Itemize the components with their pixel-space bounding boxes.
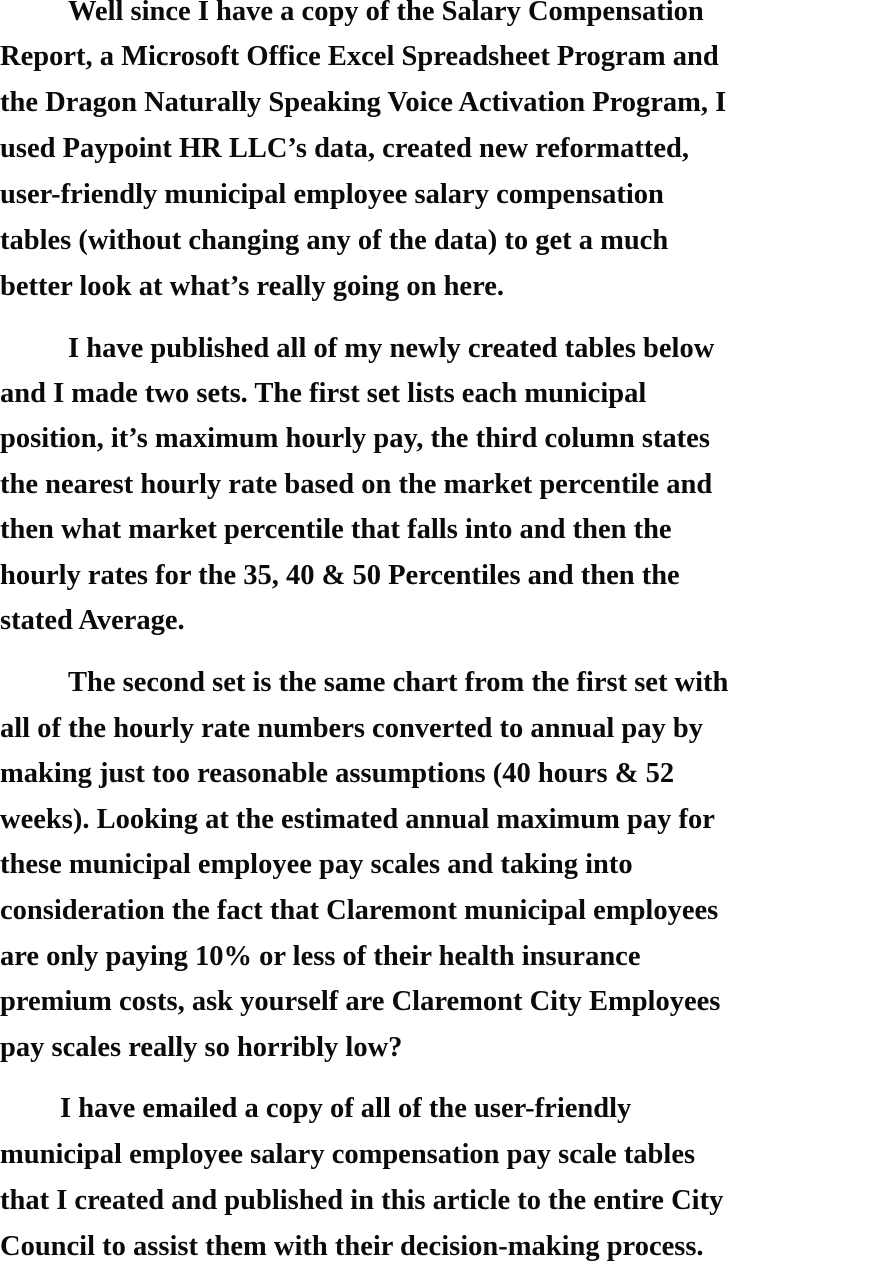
paragraph-4-line-4: Council to assist them with their decision-making process.	[0, 1231, 704, 1262]
paragraph-2-line-4: the nearest hourly rate based on the market percentile and	[0, 469, 713, 500]
paragraph-3-line-5: these municipal employee pay scales and taking into	[0, 849, 633, 880]
paragraph-2-line-1: I have published all of my newly created tables below	[68, 333, 715, 364]
paragraph-2-line-6: hourly rates for the 35, 40 & 50 Percentiles and then the	[0, 560, 680, 591]
paragraph-1-line-4: used Paypoint HR LLC’s data, created new reformatted,	[0, 133, 689, 164]
paragraph-3-line-4: weeks). Looking at the estimated annual maximum pay for	[0, 804, 715, 835]
paragraph-1-line-1: Well since I have a copy of the Salary Compensation	[68, 0, 704, 27]
paragraph-4-line-2: municipal employee salary compensation pay scale tables	[0, 1139, 696, 1170]
paragraph-2-line-5: then what market percentile that falls into and then the	[0, 514, 672, 545]
paragraph-1-line-2: Report, a Microsoft Office Excel Spreadsheet Program and	[0, 41, 719, 72]
paragraph-3-line-2: all of the hourly rate numbers converted to annual pay by	[0, 713, 704, 744]
paragraph-1-line-5: user-friendly municipal employee salary compensation	[0, 179, 664, 210]
paragraph-3-line-1: The second set is the same chart from the first set with	[68, 667, 729, 698]
paragraph-3-line-7: are only paying 10% or less of their health insurance	[0, 941, 641, 972]
paragraph-2-line-3: position, it’s maximum hourly pay, the third column states	[0, 423, 710, 454]
paragraph-1-line-7: better look at what’s really going on here.	[0, 271, 504, 302]
paragraph-2-line-7: stated Average.	[0, 605, 185, 636]
paragraph-3-line-3: making just too reasonable assumptions (40 hours & 52	[0, 758, 675, 789]
paragraph-3-line-8: premium costs, ask yourself are Claremont City Employees	[0, 986, 721, 1017]
paragraph-4-line-1: I have emailed a copy of all of the user-friendly	[60, 1093, 632, 1124]
paragraph-3-line-6: consideration the fact that Claremont municipal employees	[0, 895, 719, 926]
paragraph-1-line-6: tables (without changing any of the data) to get a much	[0, 225, 669, 256]
paragraph-3-line-9: pay scales really so horribly low?	[0, 1032, 403, 1063]
paragraph-1-line-3: the Dragon Naturally Speaking Voice Activation Program, I	[0, 87, 727, 118]
paragraph-4-line-3: that I created and published in this article to the entire City	[0, 1185, 724, 1216]
paragraph-2-line-2: and I made two sets. The first set lists each municipal	[0, 378, 647, 409]
